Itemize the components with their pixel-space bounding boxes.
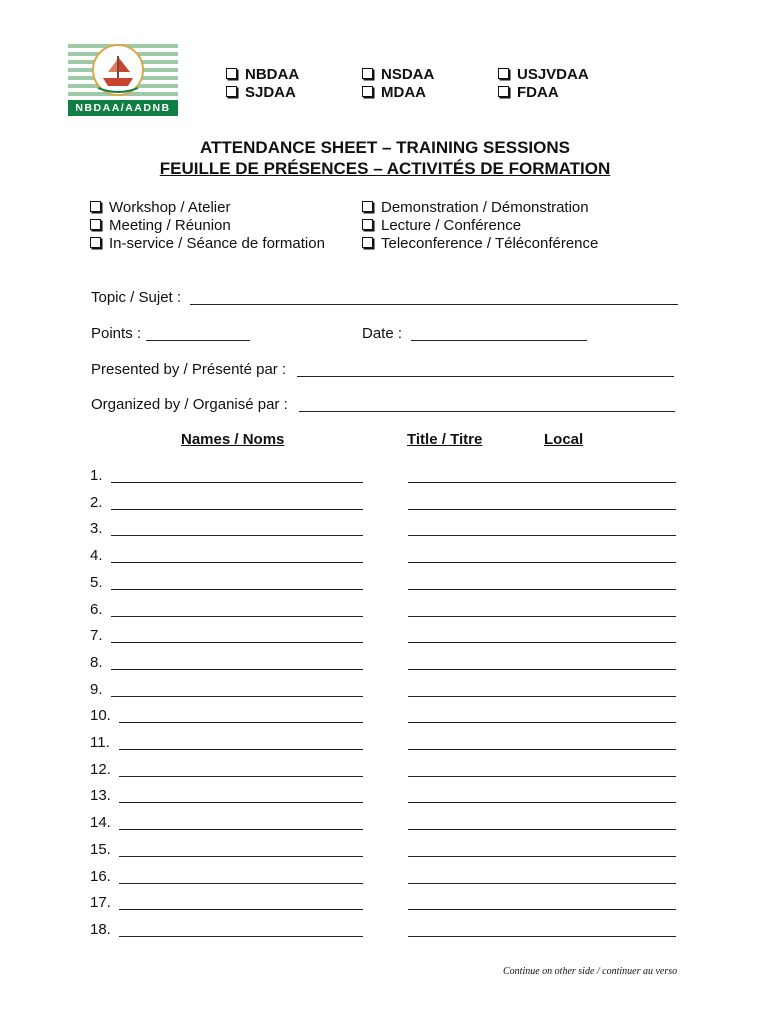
checkbox-nsdaa[interactable]: NSDAA — [362, 66, 434, 83]
logo-text: NBDAA/AADNB — [75, 102, 171, 114]
title-local-field[interactable] — [408, 829, 676, 830]
organized-by-label: Organized by / Organisé par : — [91, 396, 288, 413]
row-number: 8. — [90, 653, 103, 671]
footer-note: Continue on other side / continuer au verso — [503, 966, 678, 977]
date-field[interactable] — [411, 340, 587, 341]
checkbox-icon[interactable] — [362, 219, 373, 230]
row-number: 12. — [90, 760, 111, 778]
title-french: FEUILLE DE PRÉSENCES – ACTIVITÉS DE FORMATION — [159, 159, 611, 178]
checkbox-icon[interactable] — [90, 201, 101, 212]
row-number: 11. — [90, 734, 110, 751]
row-number: 3. — [90, 520, 103, 538]
name-field[interactable] — [119, 802, 363, 803]
organized-by-field[interactable] — [299, 411, 675, 412]
name-field[interactable] — [111, 482, 363, 483]
checkbox-icon[interactable] — [226, 86, 237, 97]
row-number: 5. — [90, 573, 103, 591]
name-field[interactable] — [111, 589, 363, 590]
title-local-field[interactable] — [408, 856, 676, 857]
date-label: Date : — [362, 325, 403, 342]
row-number: 7. — [90, 627, 103, 645]
name-field[interactable] — [119, 829, 363, 830]
title-local-field[interactable] — [408, 589, 676, 590]
checkbox-icon[interactable] — [362, 86, 373, 97]
row-number: 15. — [90, 840, 111, 858]
column-header-local: Local — [544, 431, 584, 448]
name-field[interactable] — [111, 509, 363, 510]
row-number: 4. — [90, 547, 103, 565]
title-local-field[interactable] — [408, 909, 676, 910]
checkbox-icon[interactable] — [362, 201, 373, 212]
checkbox-icon[interactable] — [90, 237, 101, 248]
title-local-field[interactable] — [408, 802, 676, 803]
column-header-names: Names / Noms — [181, 431, 285, 448]
name-field[interactable] — [111, 535, 363, 536]
checkbox-mdaa[interactable]: MDAA — [362, 84, 426, 101]
title-local-field[interactable] — [408, 696, 676, 697]
name-field[interactable] — [111, 669, 363, 670]
checkbox-in-service[interactable]: In-service / Séance de formation — [90, 235, 325, 252]
name-field[interactable] — [119, 856, 363, 857]
row-number: 9. — [90, 680, 103, 698]
title-local-field[interactable] — [408, 936, 676, 937]
checkbox-icon[interactable] — [498, 68, 509, 79]
points-label: Points : — [91, 325, 142, 342]
checkbox-lecture[interactable]: Lecture / Conférence — [362, 217, 521, 234]
name-field[interactable] — [111, 696, 363, 697]
title-local-field[interactable] — [408, 776, 676, 777]
logo — [68, 42, 178, 116]
row-number: 17. — [90, 894, 111, 912]
title-local-field[interactable] — [408, 722, 676, 723]
row-number: 6. — [90, 600, 103, 618]
title-local-field[interactable] — [408, 642, 676, 643]
name-field[interactable] — [119, 749, 363, 750]
checkbox-icon[interactable] — [226, 68, 237, 79]
checkbox-nbdaa[interactable]: NBDAA — [226, 66, 299, 83]
name-field[interactable] — [119, 909, 363, 910]
topic-label: Topic / Sujet : — [91, 289, 182, 306]
presented-by-label: Presented by / Présenté par : — [91, 361, 287, 378]
title-local-field[interactable] — [408, 509, 676, 510]
row-number: 13. — [90, 787, 111, 805]
checkbox-icon[interactable] — [362, 237, 373, 248]
title-local-field[interactable] — [408, 535, 676, 536]
checkbox-usjvdaa[interactable]: USJVDAA — [498, 66, 589, 83]
row-number: 16. — [90, 867, 111, 885]
name-field[interactable] — [119, 883, 363, 884]
title-local-field[interactable] — [408, 616, 676, 617]
name-field[interactable] — [119, 776, 363, 777]
title-local-field[interactable] — [408, 669, 676, 670]
checkbox-meeting[interactable]: Meeting / Réunion — [90, 217, 231, 234]
name-field[interactable] — [111, 562, 363, 563]
title-local-field[interactable] — [408, 482, 676, 483]
points-field[interactable] — [146, 340, 250, 341]
title-local-field[interactable] — [408, 883, 676, 884]
topic-field[interactable] — [190, 304, 678, 305]
row-number: 14. — [90, 814, 111, 832]
checkbox-fdaa[interactable]: FDAA — [498, 84, 559, 101]
row-number: 2. — [90, 493, 103, 511]
title-local-field[interactable] — [408, 749, 676, 750]
name-field[interactable] — [119, 722, 363, 723]
checkbox-workshop[interactable]: Workshop / Atelier — [90, 199, 230, 216]
checkbox-sjdaa[interactable]: SJDAA — [226, 84, 296, 101]
checkbox-icon[interactable] — [498, 86, 509, 97]
checkbox-teleconference[interactable]: Teleconference / Téléconférence — [362, 235, 598, 252]
row-number: 1. — [90, 467, 103, 484]
checkbox-icon[interactable] — [90, 219, 101, 230]
row-number: 18. — [90, 920, 111, 938]
checkbox-demonstration[interactable]: Demonstration / Démonstration — [362, 199, 589, 216]
name-field[interactable] — [119, 936, 363, 937]
title-local-field[interactable] — [408, 562, 676, 563]
column-header-title: Title / Titre — [407, 431, 483, 448]
title-english: ATTENDANCE SHEET – TRAINING SESSIONS — [200, 138, 570, 157]
checkbox-icon[interactable] — [362, 68, 373, 79]
presented-by-field[interactable] — [297, 376, 674, 377]
name-field[interactable] — [111, 642, 363, 643]
name-field[interactable] — [111, 616, 363, 617]
row-number: 10. — [90, 707, 111, 725]
